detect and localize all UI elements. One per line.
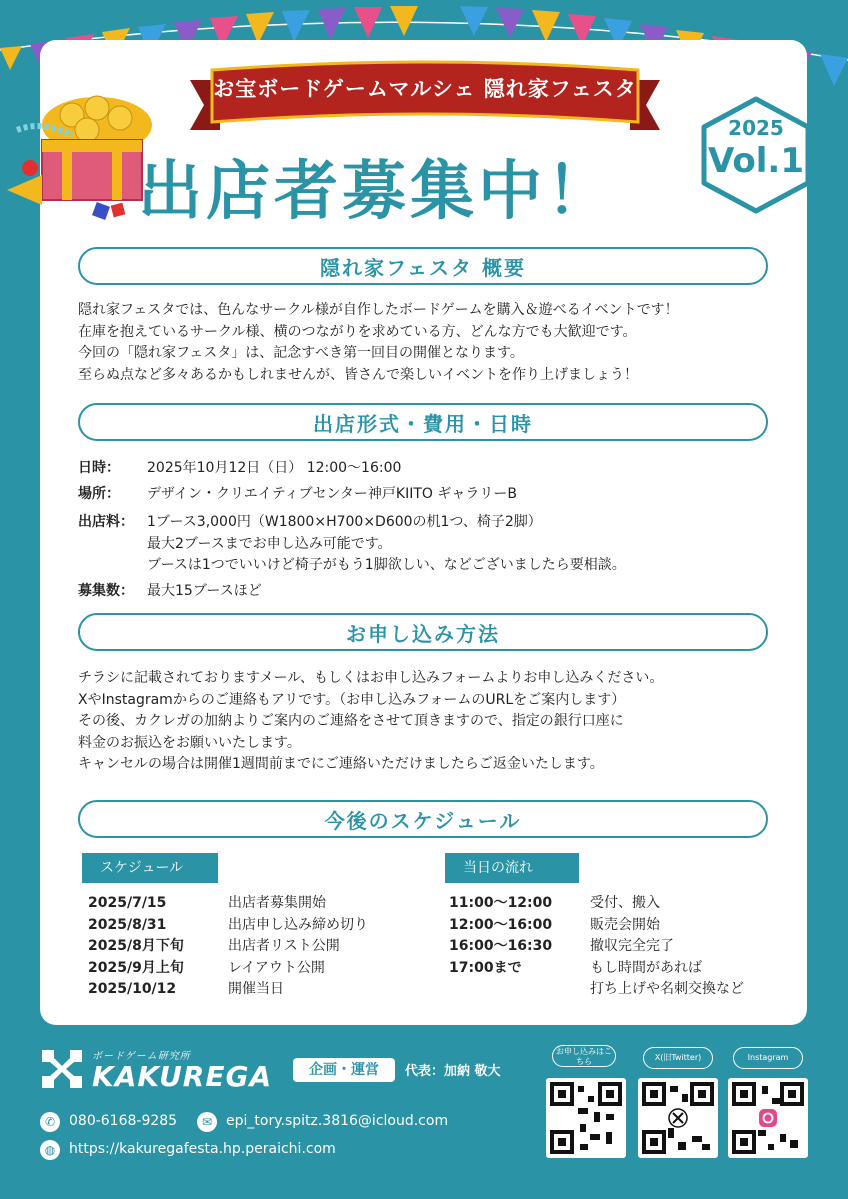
schedule-tab: スケジュール bbox=[82, 853, 218, 883]
phone-number[interactable]: 080-6168-9285 bbox=[69, 1113, 178, 1129]
apply-line: 料金のお振込をお願いいたします。 bbox=[78, 734, 301, 751]
fee-label: 出店料： bbox=[78, 514, 134, 530]
form-qr-code[interactable] bbox=[546, 1078, 626, 1158]
kakurega-logo-icon bbox=[40, 1048, 84, 1090]
apply-line: XやInstagramからのご連絡もアリです。（お申し込みフォームのURLをご案内します） bbox=[78, 691, 626, 708]
apply-line: キャンセルの場合は開催1週間前までにご連絡いただけましたらご返金いたします。 bbox=[78, 756, 604, 772]
qr-pattern-icon bbox=[546, 1078, 626, 1158]
phone-icon: ✆ bbox=[40, 1112, 60, 1132]
flow-event: 受付、搬入 bbox=[590, 895, 660, 911]
apply-text bbox=[78, 668, 778, 776]
overview-heading: 隠れ家フェスタ 概要 bbox=[78, 247, 768, 285]
x-qr-code[interactable] bbox=[638, 1078, 718, 1158]
qr-pattern-icon bbox=[638, 1078, 718, 1158]
flow-time: 17:00まで bbox=[449, 959, 522, 976]
schedule-row bbox=[88, 979, 418, 1001]
overview-line: 隠れ家フェスタでは、色んなサークル様が自作したボードゲームを購入＆遊べるイベントです！ bbox=[78, 302, 679, 318]
overview-line: 在庫を抱えているサークル様、横のつながりを求めている方、どんな方でも大歓迎です。 bbox=[78, 323, 637, 340]
schedule-date: 2025/7/15 bbox=[88, 895, 167, 911]
representative: 代表：加納 敬大 bbox=[405, 1064, 501, 1079]
overview-line: 今回の「隠れ家フェスタ」は、記念すべき第一回目の開催となります。 bbox=[78, 345, 524, 361]
format-heading: 出店形式・費用・日時 bbox=[78, 403, 768, 441]
flow-row bbox=[449, 893, 789, 915]
flow-row bbox=[449, 979, 789, 1001]
schedule-row bbox=[88, 936, 418, 958]
fee-line: ブースは1つでいいけど椅子がもう1脚欲しい、などございましたら要相談。 bbox=[147, 557, 626, 573]
schedule-date: 2025/9月上旬 bbox=[88, 959, 184, 976]
org-name: KAKUREGA bbox=[92, 1060, 273, 1093]
flow-time: 11:00〜12:00 bbox=[449, 895, 553, 911]
apply-line: チラシに記載されておりますメール、もしくはお申し込みフォームよりお申し込みください。 bbox=[78, 670, 664, 686]
date-label: 日時： bbox=[78, 460, 120, 476]
qr-x-label: X(旧Twitter) bbox=[643, 1047, 713, 1069]
overview-line: 至らぬ点など多々あるかもしれませんが、皆さんで楽しいイベントを作り上げましょう！ bbox=[78, 366, 638, 383]
schedule-heading: 今後のスケジュール bbox=[78, 800, 768, 838]
volume-year: 2025 bbox=[728, 116, 784, 140]
volume-number: Vol.1 bbox=[707, 141, 805, 181]
flow-time: 12:00〜16:00 bbox=[449, 916, 553, 933]
org-subtitle: ボードゲーム研究所 bbox=[92, 1051, 191, 1062]
fee-line: 1ブース3,000円（W1800×H700×D600の机1つ、椅子2脚） bbox=[147, 514, 542, 530]
schedule-list bbox=[88, 893, 418, 1001]
qr-pattern-icon bbox=[728, 1078, 808, 1158]
count-value: 最大15ブースほど bbox=[147, 583, 262, 599]
flow-event: もし時間があれば bbox=[590, 959, 702, 976]
schedule-date: 2025/8月下旬 bbox=[88, 938, 184, 954]
instagram-qr-code[interactable] bbox=[728, 1078, 808, 1158]
flow-row bbox=[449, 915, 789, 937]
schedule-row bbox=[88, 958, 418, 980]
schedule-event: 出店者募集開始 bbox=[228, 895, 326, 911]
flow-time: 16:00〜16:30 bbox=[449, 938, 553, 954]
place-value: デザイン・クリエイティブセンター神戸KIITO ギャラリーB bbox=[147, 486, 517, 502]
schedule-row bbox=[88, 893, 418, 915]
recruiting-headline: 出店者募集中！ bbox=[138, 155, 614, 229]
email-address[interactable]: epi_tory.spitz.3816@icloud.com bbox=[226, 1113, 449, 1129]
count-label: 募集数： bbox=[78, 583, 134, 599]
qr-instagram-label: Instagram bbox=[733, 1047, 803, 1069]
day-flow-tab: 当日の流れ bbox=[445, 853, 579, 883]
schedule-event: レイアウト公開 bbox=[228, 959, 325, 976]
date-value: 2025年10月12日（日） 12:00〜16:00 bbox=[147, 460, 402, 476]
flow-row bbox=[449, 958, 789, 980]
schedule-date: 2025/10/12 bbox=[88, 981, 177, 997]
event-banner-title: お宝ボードゲームマルシェ 隠れ家フェスタ bbox=[213, 77, 637, 101]
day-flow-list bbox=[449, 893, 789, 1001]
schedule-date: 2025/8/31 bbox=[88, 916, 167, 933]
schedule-row bbox=[88, 915, 418, 937]
apply-line: その後、カクレガの加納よりご案内のご連絡をさせて頂きますので、指定の銀行口座に bbox=[78, 713, 624, 729]
globe-icon: ◍ bbox=[40, 1140, 60, 1160]
fee-line: 最大2ブースまでお申し込み可能です。 bbox=[147, 535, 392, 552]
flow-row bbox=[449, 936, 789, 958]
place-label: 場所： bbox=[78, 486, 120, 502]
overview-text bbox=[78, 300, 778, 386]
schedule-event: 出店者リスト公開 bbox=[228, 938, 340, 954]
mail-icon: ✉ bbox=[197, 1112, 217, 1132]
flow-event: 撤収完全完了 bbox=[590, 938, 674, 954]
treasure-chest-illustration bbox=[2, 80, 152, 230]
website-url[interactable]: https://kakuregafesta.hp.peraichi.com bbox=[69, 1141, 336, 1157]
role-badge: 企画・運営 bbox=[293, 1058, 395, 1082]
apply-heading: お申し込み方法 bbox=[78, 613, 768, 651]
qr-form-label: お申し込みはこちら bbox=[552, 1045, 616, 1067]
flow-event: 打ち上げや名刺交換など bbox=[590, 981, 744, 997]
schedule-event: 開催当日 bbox=[228, 981, 284, 997]
flow-event: 販売会開始 bbox=[590, 916, 660, 933]
schedule-event: 出店申し込み締め切り bbox=[228, 916, 368, 933]
